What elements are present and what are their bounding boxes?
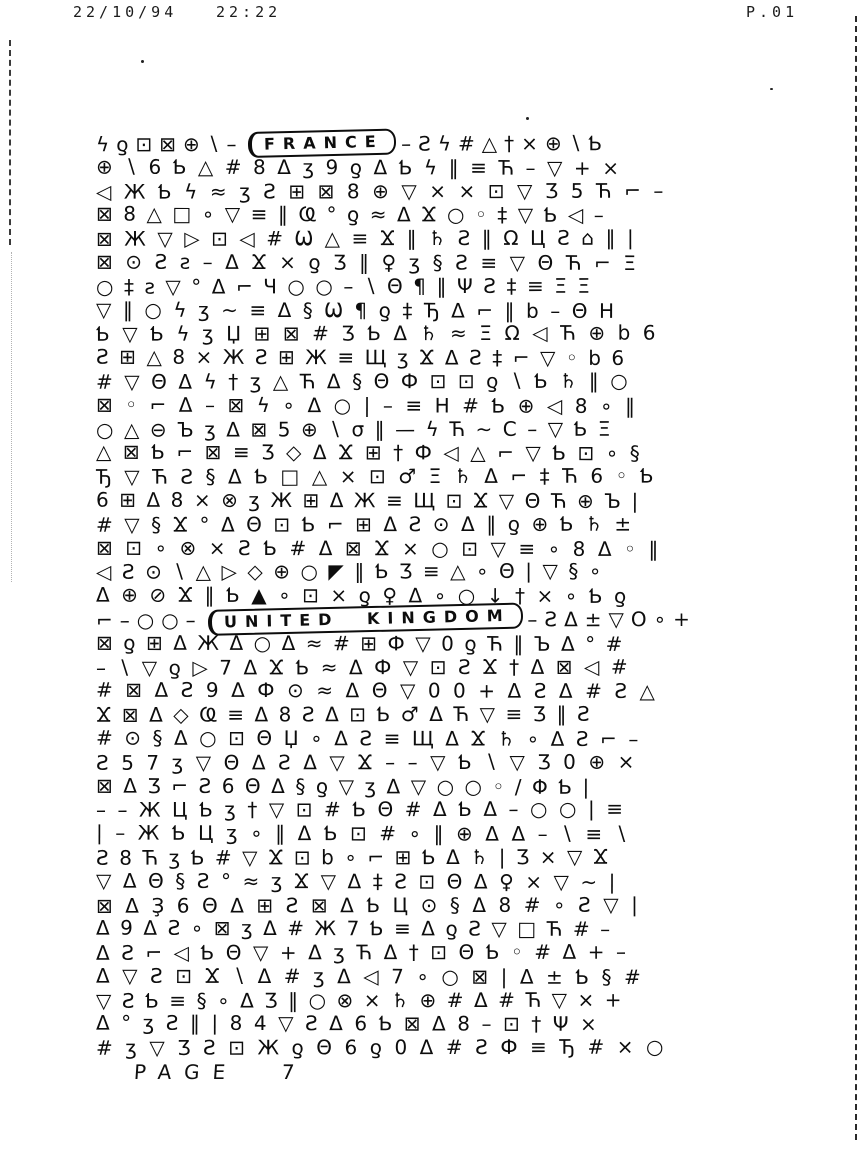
cipher-row: Δ°ʒƧ‖|84▽ƧΔ6Ƅ⊠Δ8–⊡†Ψ×: [95, 1011, 609, 1037]
cipher-row: ΔƧ⌐◁ƄΘ▽+ΔʒЋΔ†⊡ΘƄ◦#Δ+–: [95, 939, 638, 965]
cipher-row: Ђ▽ЋƧ§ΔƄ□△×⊡♂Ξ♄Δ⌐‡Ћ6◦Ƅ: [95, 463, 667, 489]
cipher-row: ○‡ƨ▽°Δ⌐Ч○○–∖Θ¶‖ΨƧ‡≡ΞΞ: [95, 273, 601, 299]
cipher-row: Ϫ⊠Δ◇Ҩ≡Δ8ƧΔ⊡Ƅ♂ΔЋ▽≡Ӡ‖Ƨ: [95, 701, 601, 727]
cipher-row: ⊠ΔҘ6ΘΔ⊞Ƨ⊠ΔƄЦ⊙§Δ8#∘Ƨ▽|: [95, 892, 651, 918]
place-label-box: FRANCE: [248, 129, 396, 158]
scan-speck: [141, 60, 144, 63]
cipher-row: ⊠ƍ⊞ΔЖΔ○Δ≈#⊞Ф▽0ƍЋ‖ЪΔ°#: [95, 630, 633, 656]
fax-date: 22/10/94: [73, 3, 178, 21]
cipher-row: [96, 607, 808, 632]
cipher-row: ⊠Ж▽▷⊡◁#Ѡ△≡Ϫ‖♄Ƨ‖ΩЦƧ⌂‖|: [95, 225, 646, 251]
cipher-row: #▽ΘΔϟ†ʒ△ЋΔ§ΘФ⊡⊡ƍ∖Ƅ♄‖○: [95, 368, 640, 394]
cipher-glyphs: –Ƨϟ#△†×⊕∖Ƅ: [401, 131, 610, 156]
cipher-row: Δ9ΔƧ∘⊠ʒΔ#Ж7Ƅ≡ΔƍƧ▽□Ћ#–: [95, 915, 621, 942]
cipher-row: ⊠⊙Ƨƨ–ΔϪ×ƍӠ‖♀ʒ§Ƨ≡▽ΘЋ⌐Ξ: [95, 249, 649, 275]
cipher-row: ◁Ƨ⊙∖△▷◇⊕○◤‖ƄӠ≡△∘Θ|▽§∘: [95, 559, 612, 585]
cipher-row: #▽§Ϫ°ΔΘ⊡Ƅ⌐⊞ΔƧ⊙Δ‖ƍ⊕Ƅ♄±: [95, 511, 643, 537]
cipher-row: #ʒ▽ӠƧ⊡ЖƍΘ6ƍ0Δ#ƧФ≡Ђ#×○: [95, 1034, 677, 1061]
cipher-row: Ƨ⊞△8×ЖƧ⊞Ж≡ЩʒϪΔƧ‡⌐▽◦b6: [95, 344, 635, 371]
scan-speck: [770, 88, 773, 90]
cipher-row: △⊠Ƅ⌐⊠≡Ӡ◇ΔϪ⊞†Ф◁△⌐▽Ƅ⊡∘§: [95, 439, 652, 466]
left-edge-scan-artifact: [11, 252, 12, 582]
cipher-glyphs: –ƧΔ±▽O∘+: [527, 606, 697, 632]
cipher-row: ⊠⊡∘⊗×ƧƄ#Δ⊠Ϫ×○⊡▽≡∘8Δ◦‖: [95, 535, 671, 561]
left-edge-scan-artifact: [9, 40, 11, 245]
cipher-row: ––ЖЦƄʒ†▽⊡#ƄΘ#ΔƄΔ–○○|≡: [95, 796, 635, 823]
cipher-row: ○△⊖ЪʒΔ⊠5⊕∖σ‖—ϟЋ~С–▽ƄΞ: [95, 416, 622, 442]
cipher-grid: [96, 132, 808, 1060]
cipher-row: ⊠◦⌐Δ–⊠ϟ∘Δ○|–≡Η#Ƅ⊕◁8∘‖: [95, 392, 648, 418]
cipher-row: –∖▽ƍ▷7ΔϪƄ≈ΔФ▽⊡ƧϪ†Δ⊠◁#: [95, 654, 640, 680]
cipher-row: Ƨ57ʒ▽ΘΔƧΔ▽Ϫ––▽Ƅ∖▽Ӡ0⊕×: [95, 749, 647, 775]
cipher-row: Δ▽Ƨ⊡Ϫ∖Δ#ʒΔ◁7∘○⊠|Δ±Ƅ§#: [95, 963, 654, 989]
cipher-row: [96, 131, 808, 156]
cipher-row: ◁ЖƄϟ≈ʒƧ⊞⊠8⊕▽××⊡▽Ӡ5Ћ⌐–: [95, 178, 676, 204]
cipher-row: ▽ƧƄ≡§∘ΔӠ‖○⊗×♄⊕#Δ#Ћ▽×+: [95, 987, 633, 1013]
cipher-row: Δ⊕⊘Ϫ‖Ƅ▲∘⊡×ƍ♀Δ∘○↓†×∘Ƅƍ: [95, 582, 638, 609]
cipher-row: Ƅ▽ƄϟʒЏ⊞⊠#ӠƄΔ♄≈ΞΩ◁Ћ⊕b6: [95, 320, 669, 347]
cipher-row: #⊙§Δ○⊡ΘЏ∘ΔƧ≡ЩΔϪ♄∘ΔƧ⌐–: [95, 725, 650, 751]
cipher-row: ▽ΔΘ§Ƨ°≈ʒϪ▽Δ‡Ƨ⊡ΘΔ♀×▽~|: [95, 868, 627, 894]
place-label-box: UNITED KINGDOM: [207, 602, 522, 635]
fax-page-number: P.01: [746, 3, 799, 21]
cipher-row: ⊠ΔӠ⌐Ƨ6ΘΔ§ƍ▽ʒΔ▽○○◦/ΦƄ|: [95, 773, 600, 799]
cipher-row: |–ЖƄЦʒ∘‖ΔƄ⊡#∘‖⊕ΔΔ–∖≡∖: [95, 820, 640, 847]
cipher-row: ▽‖○ϟʒ~≡Δ§Ѡ¶ƍ‡ЂΔ⌐‖b–ΘΗ: [95, 297, 626, 323]
scan-speck: [526, 117, 529, 120]
cipher-glyphs: ⌐–○○–: [95, 607, 203, 633]
cipher-row: ⊠8△□∘▽≡‖Ҩ°ƍ≈ΔϪ○◦‡▽Ƅ◁–: [95, 201, 615, 228]
right-edge-scan-artifact: [855, 16, 857, 1140]
page-number-label: PAGE 7: [133, 1060, 309, 1084]
cipher-glyphs: ϟƍ⊡⊠⊕∖–: [95, 131, 244, 157]
cipher-row: Ƨ8ЋʒƄ#▽Ϫ⊡b∘⌐⊞ƄΔ♄|Ӡ×▽Ϫ: [95, 844, 619, 870]
cipher-row: #⊠ΔƧ9ΔФ⊙≈ΔΘ▽00+ΔƧΔ#Ƨ△: [95, 677, 668, 704]
fax-time: 22:22: [216, 3, 282, 21]
cipher-row: ⊕∖6Ƅ△#8Δʒ9ƍΔƄϟ‖≡Ћ–▽+×: [95, 154, 631, 180]
cipher-row: 6⊞Δ8×⊗ʒЖ⊞ΔЖ≡Щ⊡Ϫ▽ΘЋ⊕Ъ|: [95, 487, 649, 513]
